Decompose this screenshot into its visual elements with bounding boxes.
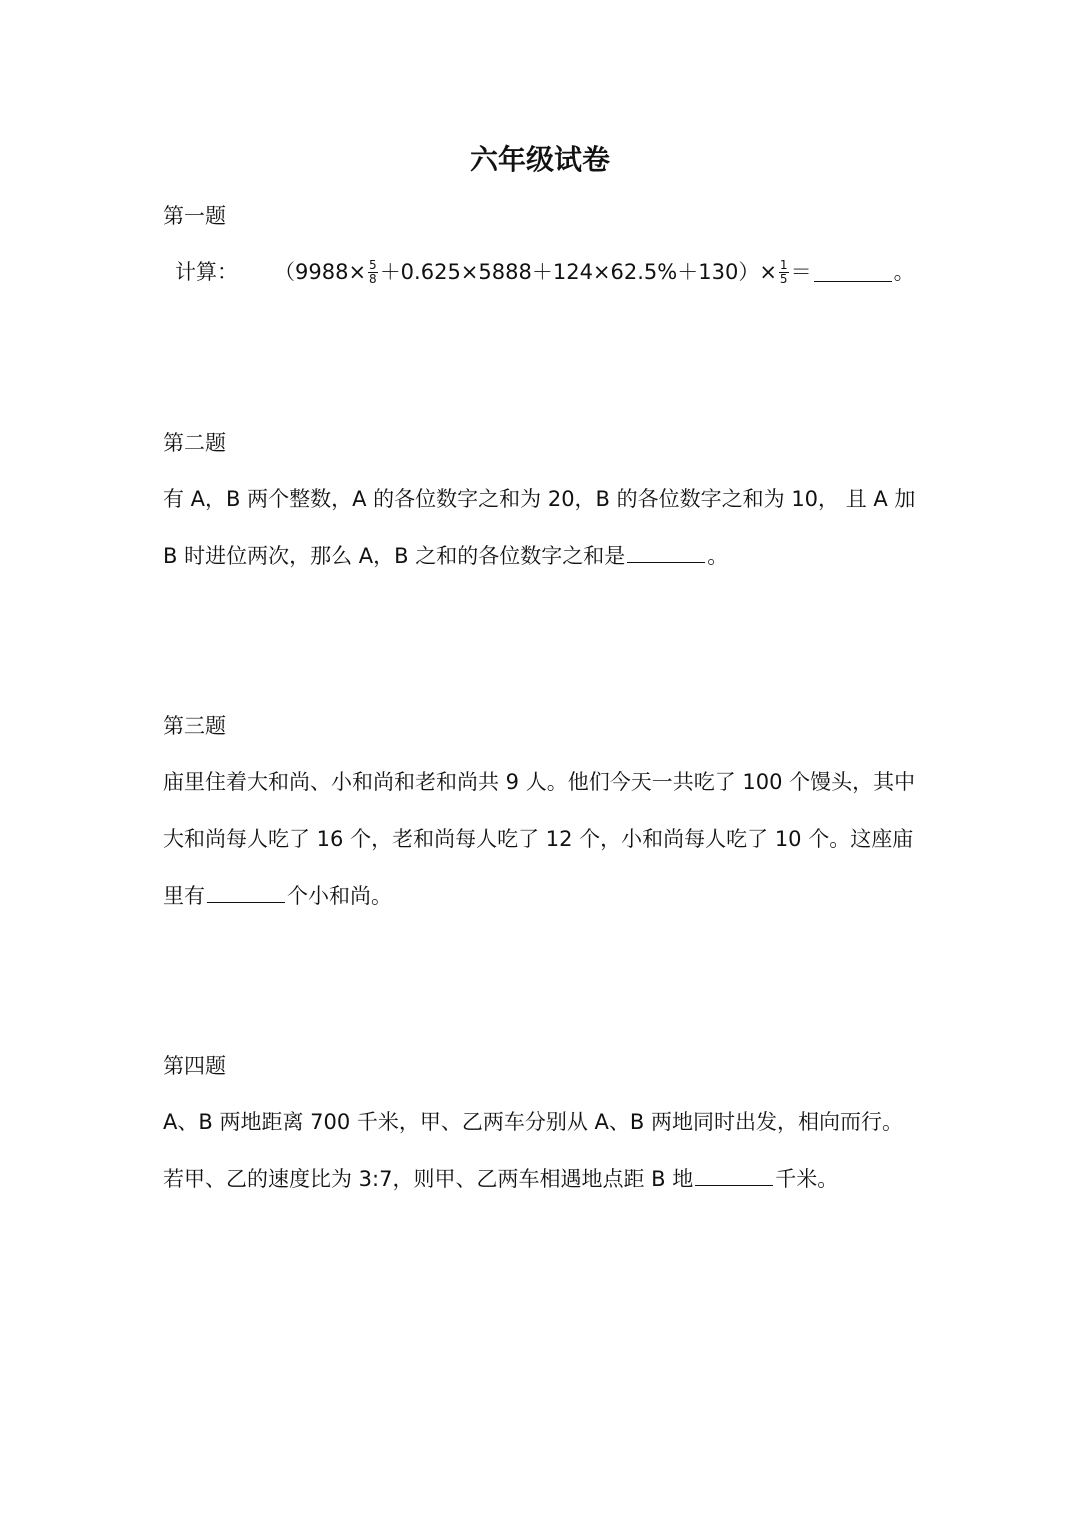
question-3-body: 庙里住着大和尚、小和尚和老和尚共 9 人。他们今天一共吃了 100 个馒头，其中大和尚每人吃了 16 个，老和尚每人吃了 12 个，小和尚每人吃了 10 个。这座庙里有 [163, 770, 916, 908]
fraction-denominator: 5 [779, 271, 788, 286]
question-2-heading: 第二题 [163, 431, 226, 455]
question-3-heading: 第三题 [163, 714, 226, 738]
question-4-text [163, 1094, 923, 1208]
expression-end: 。 [893, 260, 915, 284]
fraction-numerator: 5 [369, 257, 377, 272]
fraction-one-fifth [779, 259, 789, 286]
expression-part-2: ＋0.625×5888＋124×62.5%＋130）× [379, 260, 777, 284]
page-title: 六年级试卷 [469, 143, 610, 176]
fraction-five-eighths [368, 259, 378, 286]
question-2-end: 。 [707, 544, 729, 568]
question-4-body: A、B 两地距离 700 千米，甲、乙两车分别从 A、B 两地同时出发，相向而行。若甲、乙的速度比为 3:7，则甲、乙两车相遇地点距 B 地 [163, 1110, 904, 1191]
question-4-heading: 第四题 [163, 1054, 226, 1078]
answer-blank-1[interactable] [814, 263, 892, 282]
question-2-body: 有 A，B 两个整数，A 的各位数字之和为 20，B 的各位数字之和为 10， 且 A 加 B 时进位两次，那么 A，B 之和的各位数字之和是 [163, 487, 916, 568]
answer-blank-2[interactable] [627, 544, 705, 563]
expression-part-3: ＝ [790, 260, 812, 284]
question-2-text [163, 471, 923, 585]
question-1-heading: 第一题 [163, 204, 226, 228]
question-3-text [163, 754, 923, 925]
question-3-end: 个小和尚。 [287, 884, 392, 908]
answer-blank-4[interactable] [695, 1167, 773, 1186]
fraction-denominator: 8 [369, 271, 377, 286]
answer-blank-3[interactable] [207, 884, 285, 903]
fraction-numerator: 1 [779, 257, 788, 272]
calc-label: 计算： [175, 260, 238, 284]
expression-part-1: （9988× [274, 260, 367, 284]
question-1-expression [175, 250, 915, 294]
question-4-end: 千米。 [775, 1167, 839, 1191]
